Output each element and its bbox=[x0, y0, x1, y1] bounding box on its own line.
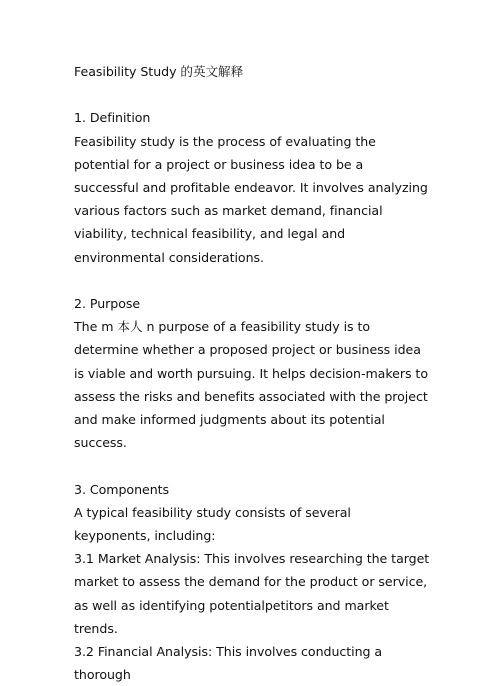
components-intro-paragraph: A typical feasibility study consists of several keyponents, including: bbox=[74, 504, 351, 544]
market-analysis-paragraph: 3.1 Market Analysis: This involves researching the target market to assess the demand for the product or service, as well as identifying potentialpetitors and market trends. bbox=[74, 551, 430, 636]
section-heading-purpose: 2. Purpose bbox=[74, 296, 141, 311]
section-heading-definition: 1. Definition bbox=[74, 110, 151, 126]
purpose-paragraph: The m 本人 n purpose of a feasibility study is to determine whether a proposed project or business idea is viable and worth pursuing. It helps decision-makers to assess the risks and benefits associated with the project and make informed judgments about its potential success. bbox=[74, 319, 428, 451]
blank-line bbox=[74, 454, 430, 477]
blank-line bbox=[74, 269, 430, 292]
document-body bbox=[74, 60, 430, 686]
blank-line bbox=[74, 83, 430, 106]
section-heading-components: 3. Components bbox=[74, 481, 170, 497]
definition-paragraph: Feasibility study is the process of evaluating the potential for a project or business idea to be a successful and profitable endeavor. It involves analyzing various factors such as market demand, financial viability, technical feasibility, and legal and environmental considerations. bbox=[74, 133, 428, 265]
document-title: Feasibility Study 的英文解释 bbox=[74, 64, 244, 79]
financial-analysis-paragraph: 3.2 Financial Analysis: This involves conducting a thorough bbox=[74, 644, 383, 683]
